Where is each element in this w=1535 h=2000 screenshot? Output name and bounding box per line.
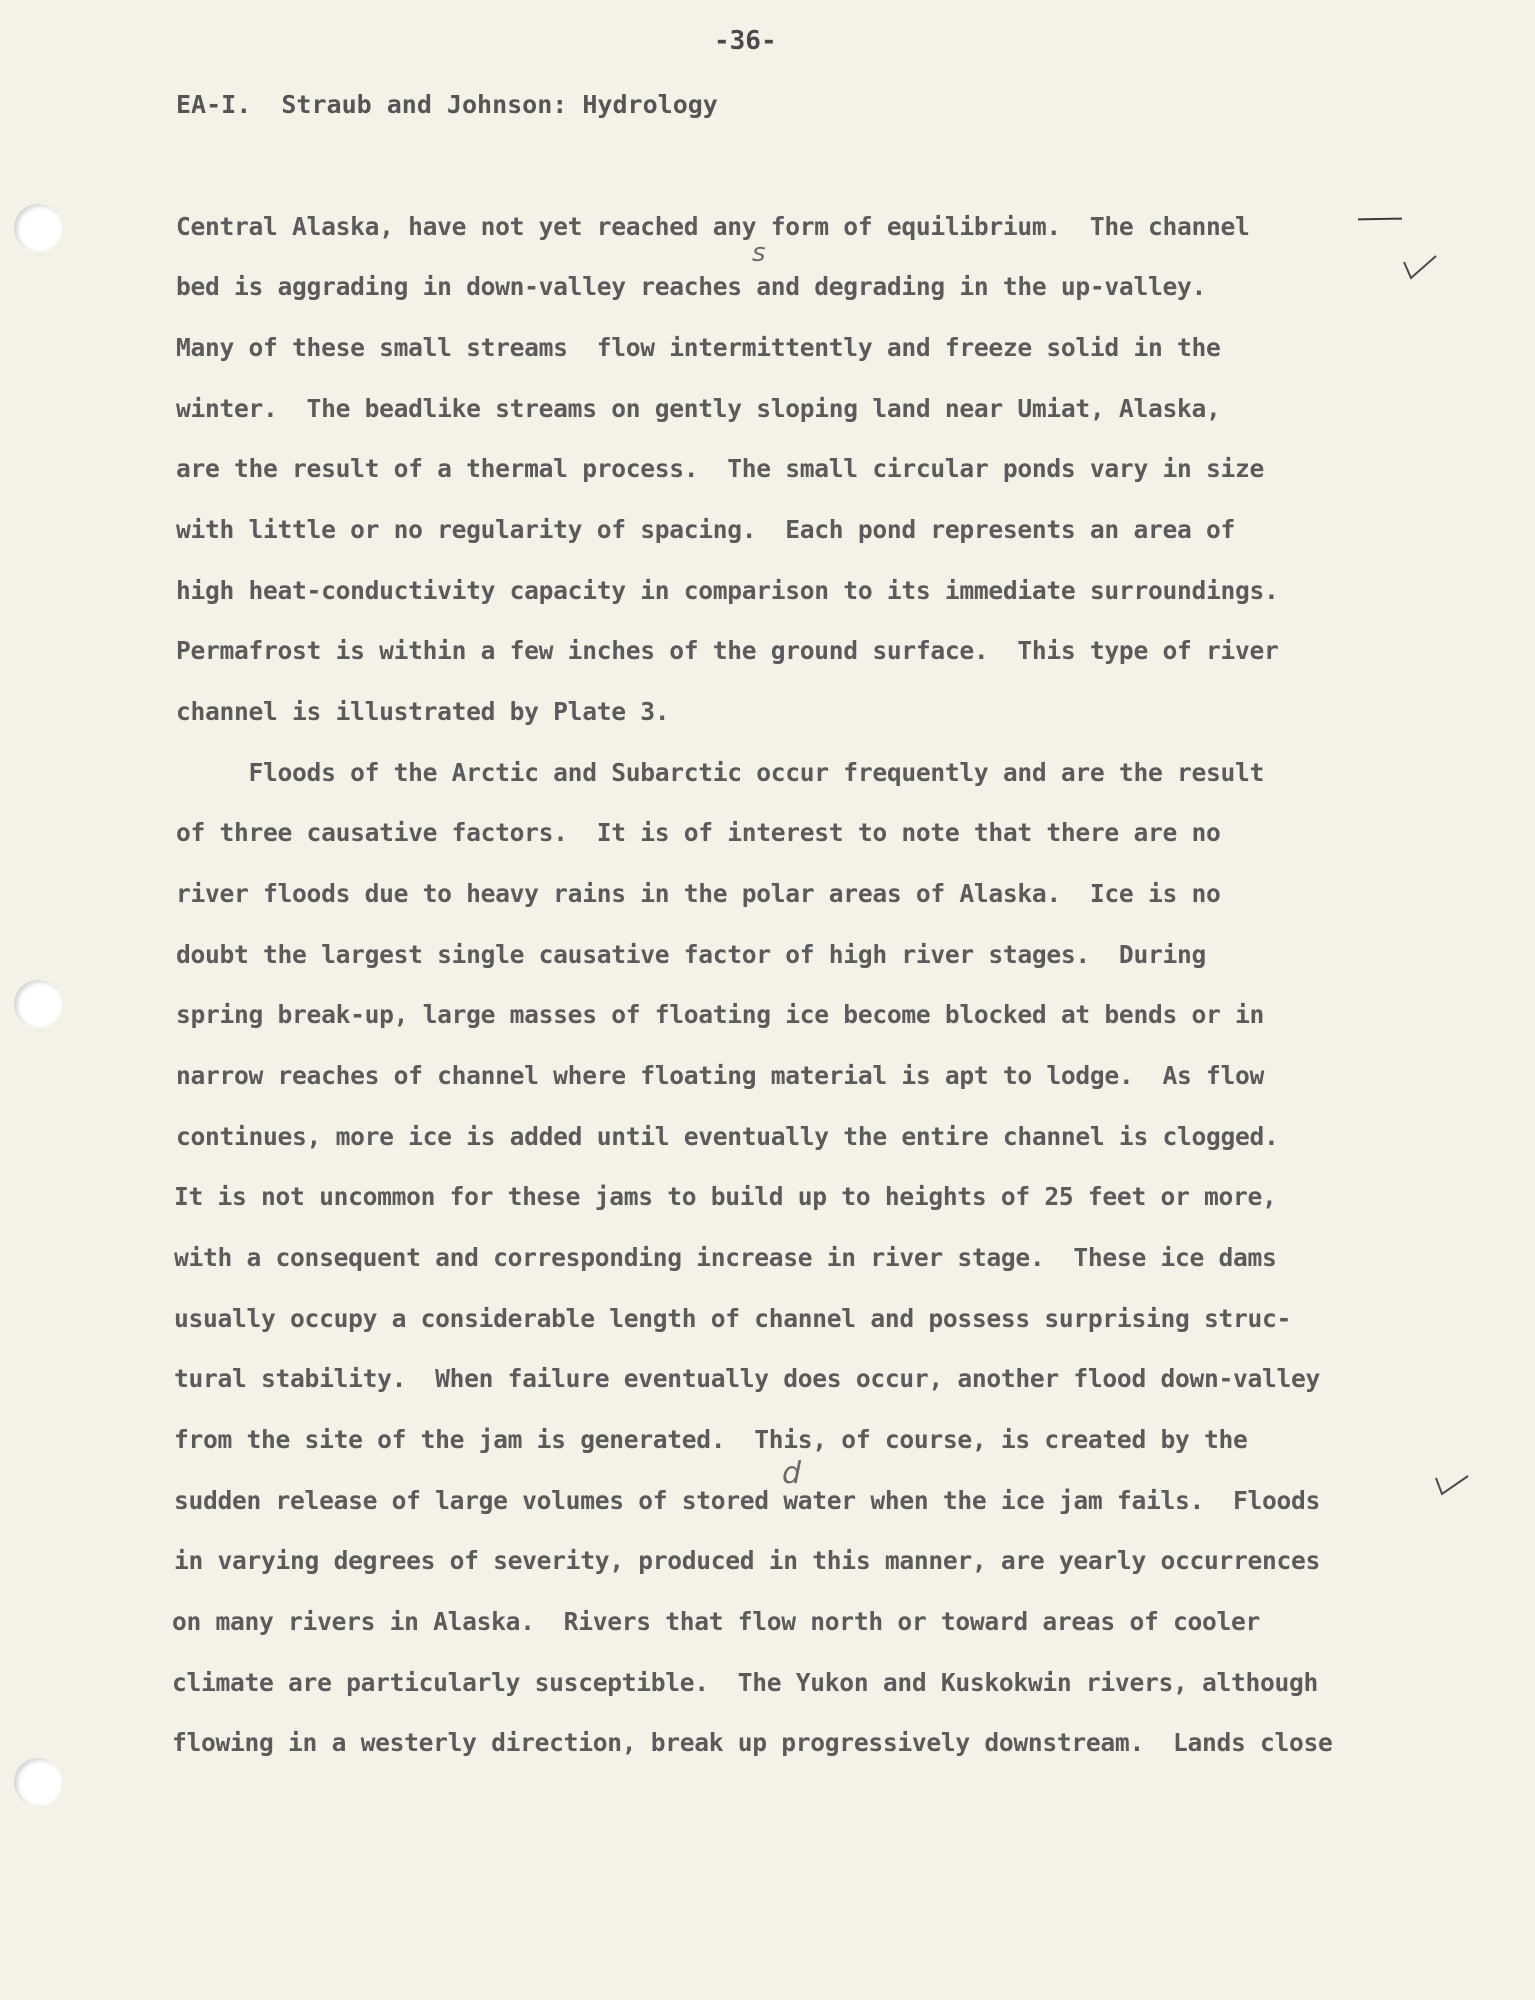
margin-dash-mark: [1358, 218, 1402, 221]
running-header: EA-I. Straub and Johnson: Hydrology: [176, 90, 718, 119]
page-number: -36-: [714, 26, 777, 56]
text-line: tural stability. When failure eventually does occur, another flood down-valley: [174, 1364, 1321, 1393]
text-line: Floods of the Arctic and Subarctic occur frequently and are the result: [176, 758, 1265, 787]
text-line: from the site of the jam is generated. This, of course, is created by the: [174, 1425, 1248, 1454]
text-line: Many of these small streams flow intermittently and freeze solid in the: [176, 333, 1221, 362]
text-line: Permafrost is within a few inches of the ground surface. This type of river: [176, 636, 1279, 665]
punch-hole-top: [14, 204, 62, 252]
text-line: Central Alaska, have not yet reached any form of equilibrium. The channel: [176, 212, 1250, 241]
text-line: in varying degrees of severity, produced in this manner, are yearly occurrences: [174, 1546, 1321, 1575]
text-line: with little or no regularity of spacing. Each pond represents an area of: [176, 515, 1235, 544]
margin-check-mark-icon: [1434, 1470, 1470, 1500]
text-line: sudden release of large volumes of stored water when the ice jam fails. Floods: [174, 1486, 1321, 1515]
text-line: winter. The beadlike streams on gently sloping land near Umiat, Alaska,: [176, 394, 1221, 423]
text-line: with a consequent and corresponding increase in river stage. These ice dams: [174, 1243, 1277, 1272]
text-line: It is not uncommon for these jams to build up to heights of 25 feet or more,: [174, 1182, 1277, 1211]
handwritten-insert-s: s: [752, 238, 766, 268]
text-line: high heat-conductivity capacity in comparison to its immediate surroundings.: [176, 576, 1279, 605]
punch-hole-bottom: [14, 1758, 62, 1806]
text-line: of three causative factors. It is of interest to note that there are no: [176, 818, 1221, 847]
text-line: bed is aggrading in down-valley reaches and degrading in the up-valley.: [176, 272, 1206, 301]
text-line: doubt the largest single causative factor of high river stages. During: [176, 940, 1206, 969]
text-line: narrow reaches of channel where floating material is apt to lodge. As flow: [176, 1061, 1265, 1090]
text-line: spring break-up, large masses of floating ice become blocked at bends or in: [176, 1000, 1265, 1029]
text-line: are the result of a thermal process. The small circular ponds vary in size: [176, 454, 1265, 483]
text-line: channel is illustrated by Plate 3.: [176, 697, 670, 726]
handwritten-insert-d: d: [782, 1456, 802, 1491]
text-line: climate are particularly susceptible. The Yukon and Kuskokwin rivers, although: [172, 1668, 1319, 1697]
punch-hole-middle: [14, 980, 62, 1028]
text-line: flowing in a westerly direction, break up progressively downstream. Lands close: [172, 1728, 1333, 1757]
margin-check-mark-icon: [1402, 252, 1438, 282]
text-line: continues, more ice is added until eventually the entire channel is clogged.: [176, 1122, 1279, 1151]
text-line: usually occupy a considerable length of channel and possess surprising struc-: [174, 1304, 1292, 1333]
text-line: river floods due to heavy rains in the polar areas of Alaska. Ice is no: [176, 879, 1221, 908]
text-line: on many rivers in Alaska. Rivers that flow north or toward areas of cooler: [172, 1607, 1261, 1636]
